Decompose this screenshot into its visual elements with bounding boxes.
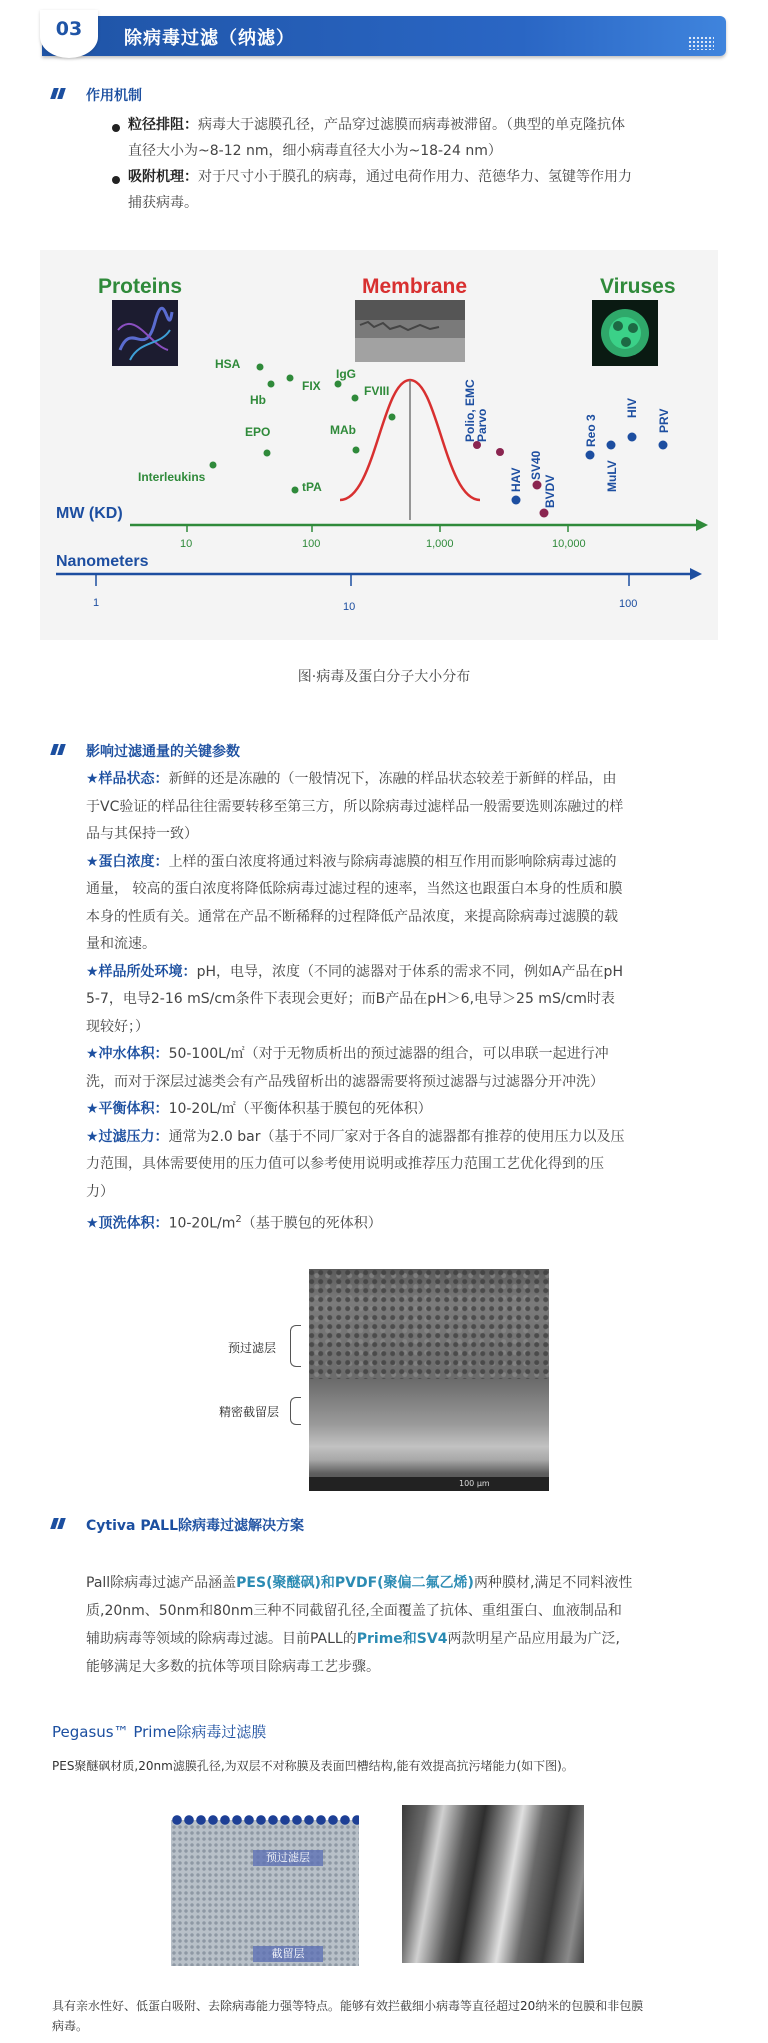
text-segment: 本身的性质有关。通常在产品不断稀释的过程降低产品浓度，来提高除病毒过滤膜的载 (86, 908, 618, 925)
params-line (86, 1206, 726, 1238)
membrane-sem-image (355, 300, 465, 362)
text-segment: 质,20nm、50nm和80nm三种不同截留孔径,全面覆盖了抗体、重组蛋白、血液制品和 (86, 1603, 622, 1619)
text-segment: pH，电导，浓度（不同的滤器对于体系的需求不同，例如A产品在pH (196, 963, 623, 980)
params-list (86, 766, 726, 1238)
membrane-title: Membrane (362, 275, 468, 298)
params-line (86, 1041, 726, 1069)
bullet-icon (112, 176, 120, 184)
prefilter-texture (309, 1269, 549, 1379)
pall-paragraph (86, 1569, 736, 1681)
viruses-title: Viruses (600, 275, 676, 298)
label-sv40: SV40 (529, 450, 543, 480)
mw-axis-label: MW (KD) (56, 505, 123, 522)
param-label: ★平衡体积： (86, 1101, 169, 1117)
params-line (86, 849, 726, 877)
text-segment: 品与其保持一致） (86, 826, 198, 842)
params-line (86, 1096, 726, 1124)
pall-heading: Cytiva PALL除病毒过滤解决方案 (86, 1518, 304, 1534)
mechanism-item-1: 粒径排阻：病毒大于滤膜孔径，产品穿过滤膜而病毒被滞留。（典型的单克隆抗体 直径大小为~8-12 nm，细小病毒直径大小为~18-24 nm） (128, 117, 625, 159)
params-line (86, 931, 726, 959)
text-segment: 50-100L/㎡（对于无物质析出的预过滤器的组合，可以串联一起进行冲 (168, 1046, 609, 1062)
label-polio-emc: Polio, EMC (463, 379, 477, 442)
pall-line (86, 1597, 736, 1625)
label-mab: MAb (330, 423, 356, 437)
label-tpa: tPA (302, 480, 322, 494)
param-label: ★样品状态： (86, 771, 169, 787)
text-segment: 5-7，电导2-16 mS/cm条件下表现会更好；而B产品在pH＞6,电导＞25 mS/cm时表 (86, 991, 615, 1007)
section-title: 除病毒过滤（纳滤） (124, 28, 295, 49)
label-fix: FIX (302, 379, 321, 393)
pegasus-title: Pegasus™ Prime除病毒过滤膜 (52, 1723, 267, 1741)
pegasus-sem-image (402, 1805, 584, 1963)
label-hav: HAV (509, 467, 523, 492)
text-segment: 力范围，具体需要使用的压力值可以参考使用说明或推荐压力范围工艺优化得到的压 (86, 1156, 604, 1172)
params-heading: 影响过滤通量的关键参数 (86, 744, 240, 760)
text-segment: 2 (235, 1214, 242, 1225)
quote-marker-icon (50, 1518, 66, 1530)
mw-tick-1000: 1,000 (426, 538, 454, 550)
section-number: 03 (55, 18, 83, 40)
mechanism-item-2: 吸附机理：对于尺寸小于膜孔的病毒，通过电荷作用力、范德华力、氢键等作用力 捕获病毒。 (128, 169, 632, 211)
pall-line (86, 1653, 736, 1681)
params-line (86, 1069, 726, 1097)
label-fviii: FVIII (364, 384, 390, 398)
text-segment: 上样的蛋白浓度将通过料液与除病毒滤膜的相互作用而影响除病毒过滤的 (168, 853, 617, 870)
params-line (86, 1179, 726, 1207)
virus-particles-row (171, 1814, 359, 1826)
retention-bracket (290, 1397, 301, 1425)
pegasus-structure-image (171, 1806, 359, 1966)
prefilter-layer-label: 预过滤层 (228, 1341, 277, 1355)
pegasus-prefilter-label: 预过滤层 (253, 1850, 323, 1866)
text-segment: 通量， 较高的蛋白浓度将降低除病毒过滤过程的速率，当然这也跟蛋白本身的性质和膜 (86, 881, 623, 897)
figure1-caption: 图·病毒及蛋白分子大小分布 (297, 669, 471, 685)
prefilter-bracket (290, 1325, 301, 1367)
sem-info-bar (309, 1477, 549, 1491)
pegasus-retention-label: 截留层 (253, 1946, 323, 1962)
params-line (86, 986, 726, 1014)
text-segment: 辅助病毒等领域的除病毒过滤。目前PALL的 (86, 1631, 357, 1647)
quote-marker-icon (50, 88, 66, 100)
highlight-text: PES(聚醚砜)和PVDF(聚偏二氟乙烯) (236, 1575, 474, 1591)
mw-tick-100: 100 (302, 538, 321, 550)
nm-tick-100: 100 (619, 598, 638, 610)
label-hiv: HIV (625, 397, 639, 418)
label-hsa: HSA (215, 357, 241, 371)
text-segment: 10-20L/㎡（平衡体积基于膜包的死体积） (168, 1101, 432, 1117)
text-segment: 能够满足大多数的抗体等项目除病毒工艺步骤。 (86, 1659, 380, 1675)
text-segment: 10-20L/m (168, 1215, 236, 1232)
mechanism-heading: 作用机制 (86, 88, 142, 104)
size-distribution-figure (40, 250, 718, 640)
params-line (86, 1124, 726, 1152)
sem-scalebar-label: 100 μm (459, 1479, 490, 1488)
pall-line (86, 1625, 736, 1653)
params-line (86, 1014, 726, 1042)
params-line (86, 876, 726, 904)
label-epo: EPO (245, 425, 271, 439)
text-segment: 力） (86, 1183, 114, 1200)
params-line (86, 904, 726, 932)
params-line (86, 959, 726, 987)
label-mulv: MuLV (605, 460, 619, 492)
param-label: ★样品所处环境： (86, 963, 197, 980)
label-interleukins: Interleukins (138, 470, 206, 484)
decorative-dots (688, 36, 714, 50)
text-segment: （基于膜包的死体积） (241, 1215, 382, 1232)
nm-tick-1: 1 (93, 597, 100, 609)
params-line (86, 1151, 726, 1179)
label-hb: Hb (250, 393, 266, 407)
nm-axis-label: Nanometers (56, 553, 149, 570)
params-line (86, 766, 726, 794)
protein-structure-image (112, 300, 178, 366)
param-label: ★冲水体积： (86, 1046, 169, 1062)
bullet-icon (112, 124, 120, 132)
proteins-title: Proteins (98, 275, 183, 298)
label-bvdv: BVDV (543, 474, 557, 508)
highlight-text: Prime和SV4 (356, 1631, 448, 1647)
text-segment: 新鲜的还是冻融的（一般情况下，冻融的样品状态较差于新鲜的样品，由 (168, 771, 617, 787)
pegasus-description: PES聚醚砜材质,20nm滤膜孔径,为双层不对称膜及表面凹槽结构,能有效提高抗污堵能力(如下图)。 (52, 1759, 574, 1773)
param-label: ★顶洗体积： (86, 1215, 169, 1232)
label-igg: IgG (336, 367, 356, 381)
virus-structure-image (592, 300, 658, 366)
mw-tick-10000: 10,000 (552, 538, 586, 550)
label-prv: PRV (657, 408, 671, 433)
text-segment: 于VC验证的样品往往需要转移至第三方，所以除病毒过滤样品一般需要选则冻融过的样 (86, 798, 624, 815)
pall-line (86, 1569, 736, 1597)
params-line (86, 794, 726, 822)
label-reo3: Reo 3 (584, 414, 598, 447)
param-label: ★蛋白浓度： (86, 853, 169, 870)
text-segment: 量和流速。 (86, 936, 156, 952)
size-distribution-diagram (40, 250, 718, 640)
text-segment: 两款明星产品应用最为广泛, (447, 1631, 620, 1647)
param-label: ★过滤压力： (86, 1128, 169, 1145)
quote-marker-icon (50, 744, 66, 756)
params-line (86, 821, 726, 849)
nm-tick-10: 10 (343, 601, 356, 613)
retention-layer-label: 精密截留层 (219, 1405, 280, 1419)
label-parvo: Parvo (475, 408, 489, 442)
text-segment: 两种膜材,满足不同料液性 (473, 1575, 633, 1591)
text-segment: 通常为2.0 bar（基于不同厂家对于各自的滤器都有推荐的使用压力以及压 (168, 1128, 625, 1145)
text-segment: 现较好；） (86, 1018, 149, 1035)
text-segment: Pall除病毒过滤产品涵盖 (86, 1575, 237, 1591)
mw-tick-10: 10 (180, 538, 193, 550)
pegasus-footer: 具有亲水性好、低蛋白吸附、去除病毒能力强等特点。能够有效拦截细小病毒等直径超过20纳米的包膜和非包膜 病毒。 (52, 1999, 644, 2033)
text-segment: 洗，而对于深层过滤类会有产品残留析出的滤器需要将预过滤器与过滤器分开冲洗） (86, 1073, 604, 1090)
membrane-cross-section-image (309, 1269, 549, 1491)
